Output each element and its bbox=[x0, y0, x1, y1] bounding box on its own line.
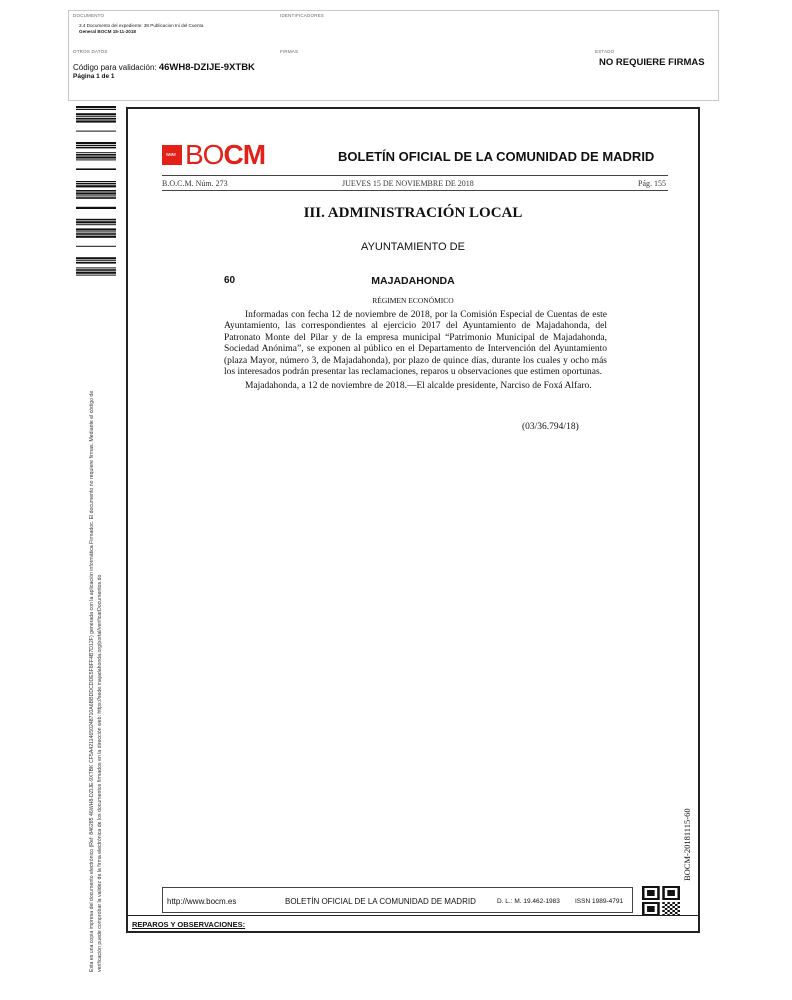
bocm-logo bbox=[162, 139, 266, 170]
bocm-identifier: BOCM-20181115-60 bbox=[682, 808, 692, 881]
validation-code-value: 46WH8-DZIJE-9XTBK bbox=[158, 62, 255, 73]
bulletin-page bbox=[126, 107, 700, 933]
estado-cell bbox=[591, 47, 718, 101]
madrid-stars-icon bbox=[162, 145, 182, 165]
announcement-body bbox=[224, 310, 607, 396]
announcement-reference: (03/36.794/18) bbox=[522, 422, 579, 432]
logo-cm: CM bbox=[223, 139, 266, 170]
footer-title: BOLETÍN OFICIAL DE LA COMUNIDAD DE MADRID bbox=[285, 897, 476, 906]
section-heading: III. ADMINISTRACIÓN LOCAL bbox=[303, 205, 523, 221]
footer-issn: ISSN 1989-4791 bbox=[575, 898, 624, 905]
firmas-cell bbox=[276, 47, 591, 101]
verification-note-line-1: Esta es una copia impresa del documento electrónico (Ref: 846285 46WH8-DZIJE-9XTBK CF5A42114650248710A6BBDDCDDE5F8FF4B7D12F) generada con la aplicación informática Firmadoc. El documento no requiere firmas. Mediante el código de bbox=[89, 390, 95, 972]
logo-bo: BO bbox=[185, 139, 224, 170]
bulletin-date: JUEVES 15 DE NOVIEMBRE DE 2018 bbox=[342, 179, 474, 188]
documento-cell bbox=[69, 11, 276, 47]
bulletin-number: B.O.C.M. Núm. 273 bbox=[162, 179, 228, 188]
barcode-image bbox=[76, 106, 116, 278]
footer-url-link[interactable]: http://www.bocm.es bbox=[167, 897, 237, 906]
announcement-paragraph-2: Majadahonda, a 12 de noviembre de 2018.—El alcalde presidente, Narciso de Foxá Alfaro. bbox=[245, 381, 592, 392]
verification-note-line-2: verificación puede comprobar la validez de la firma electrónica de los documentos firmados en la dirección web: https://sede.majadahonda.org/portal/verificarDocumentos.do bbox=[97, 574, 103, 972]
reparos-section bbox=[128, 915, 698, 931]
otros-datos-cell bbox=[69, 47, 276, 101]
otros-datos-label: OTROS DATOS bbox=[73, 49, 108, 54]
announcement-paragraph-1: Informadas con fecha 12 de noviembre de 2018, por la Comisión Especial de Cuentas de este Ayuntamiento, las correspondientes al ejercicio 2017 del Ayuntamiento de Majadahonda, del Patronato Monte del Pilar y de la empresa municipal “Patrimonio Municipal de Majadahonda, Sociedad Anónima”, se exponen al público en el Departamento de Intervención del Ayuntamiento (plaza Mayor, número 3, de Majadahonda), por plazo de quince días, durante los cuales y ocho más los interesados podrán presentar las reclamaciones, reparos u observaciones que estimen oportunas. bbox=[224, 310, 607, 378]
documento-label: DOCUMENTO bbox=[73, 13, 105, 18]
identificadores-cell bbox=[276, 11, 718, 47]
entry-number: 60 bbox=[224, 275, 236, 286]
meta-rule bbox=[162, 190, 668, 191]
logo-wordmark bbox=[185, 139, 266, 170]
page-count: Página 1 de 1 bbox=[73, 73, 115, 80]
estado-value: NO REQUIERE FIRMAS bbox=[599, 57, 705, 68]
validation-code-label: Código para validación: bbox=[73, 63, 157, 72]
documento-line-1: 3.4 Documento del expediente: 38 Publicacion Ini del Cuenta bbox=[79, 23, 204, 28]
validation-code-line bbox=[73, 62, 255, 73]
document-header-form bbox=[68, 10, 719, 101]
footer-legal-deposit: D. L.: M. 19.462-1983 bbox=[497, 898, 560, 905]
logo-box-text: www bbox=[166, 152, 176, 158]
documento-line-2: General BOCM 15-11-2018 bbox=[79, 29, 136, 34]
bulletin-title: BOLETÍN OFICIAL DE LA COMUNIDAD DE MADRID bbox=[338, 149, 655, 164]
reparos-label: REPAROS Y OBSERVACIONES: bbox=[132, 920, 246, 929]
regimen-heading: RÉGIMEN ECONÓMICO bbox=[372, 296, 454, 305]
firmas-label: FIRMAS bbox=[280, 49, 299, 54]
estado-label: ESTADO bbox=[595, 49, 615, 54]
municipality-heading: MAJADAHONDA bbox=[371, 275, 455, 287]
identificadores-label: IDENTIFICADORES bbox=[280, 13, 325, 18]
verification-note bbox=[88, 292, 104, 972]
qr-code-icon bbox=[642, 886, 680, 916]
header-rule bbox=[162, 175, 668, 176]
documento-description bbox=[79, 23, 203, 35]
ayuntamiento-heading: AYUNTAMIENTO DE bbox=[361, 241, 465, 253]
bulletin-page-number: Pág. 155 bbox=[638, 179, 666, 188]
bulletin-footer bbox=[162, 887, 633, 913]
